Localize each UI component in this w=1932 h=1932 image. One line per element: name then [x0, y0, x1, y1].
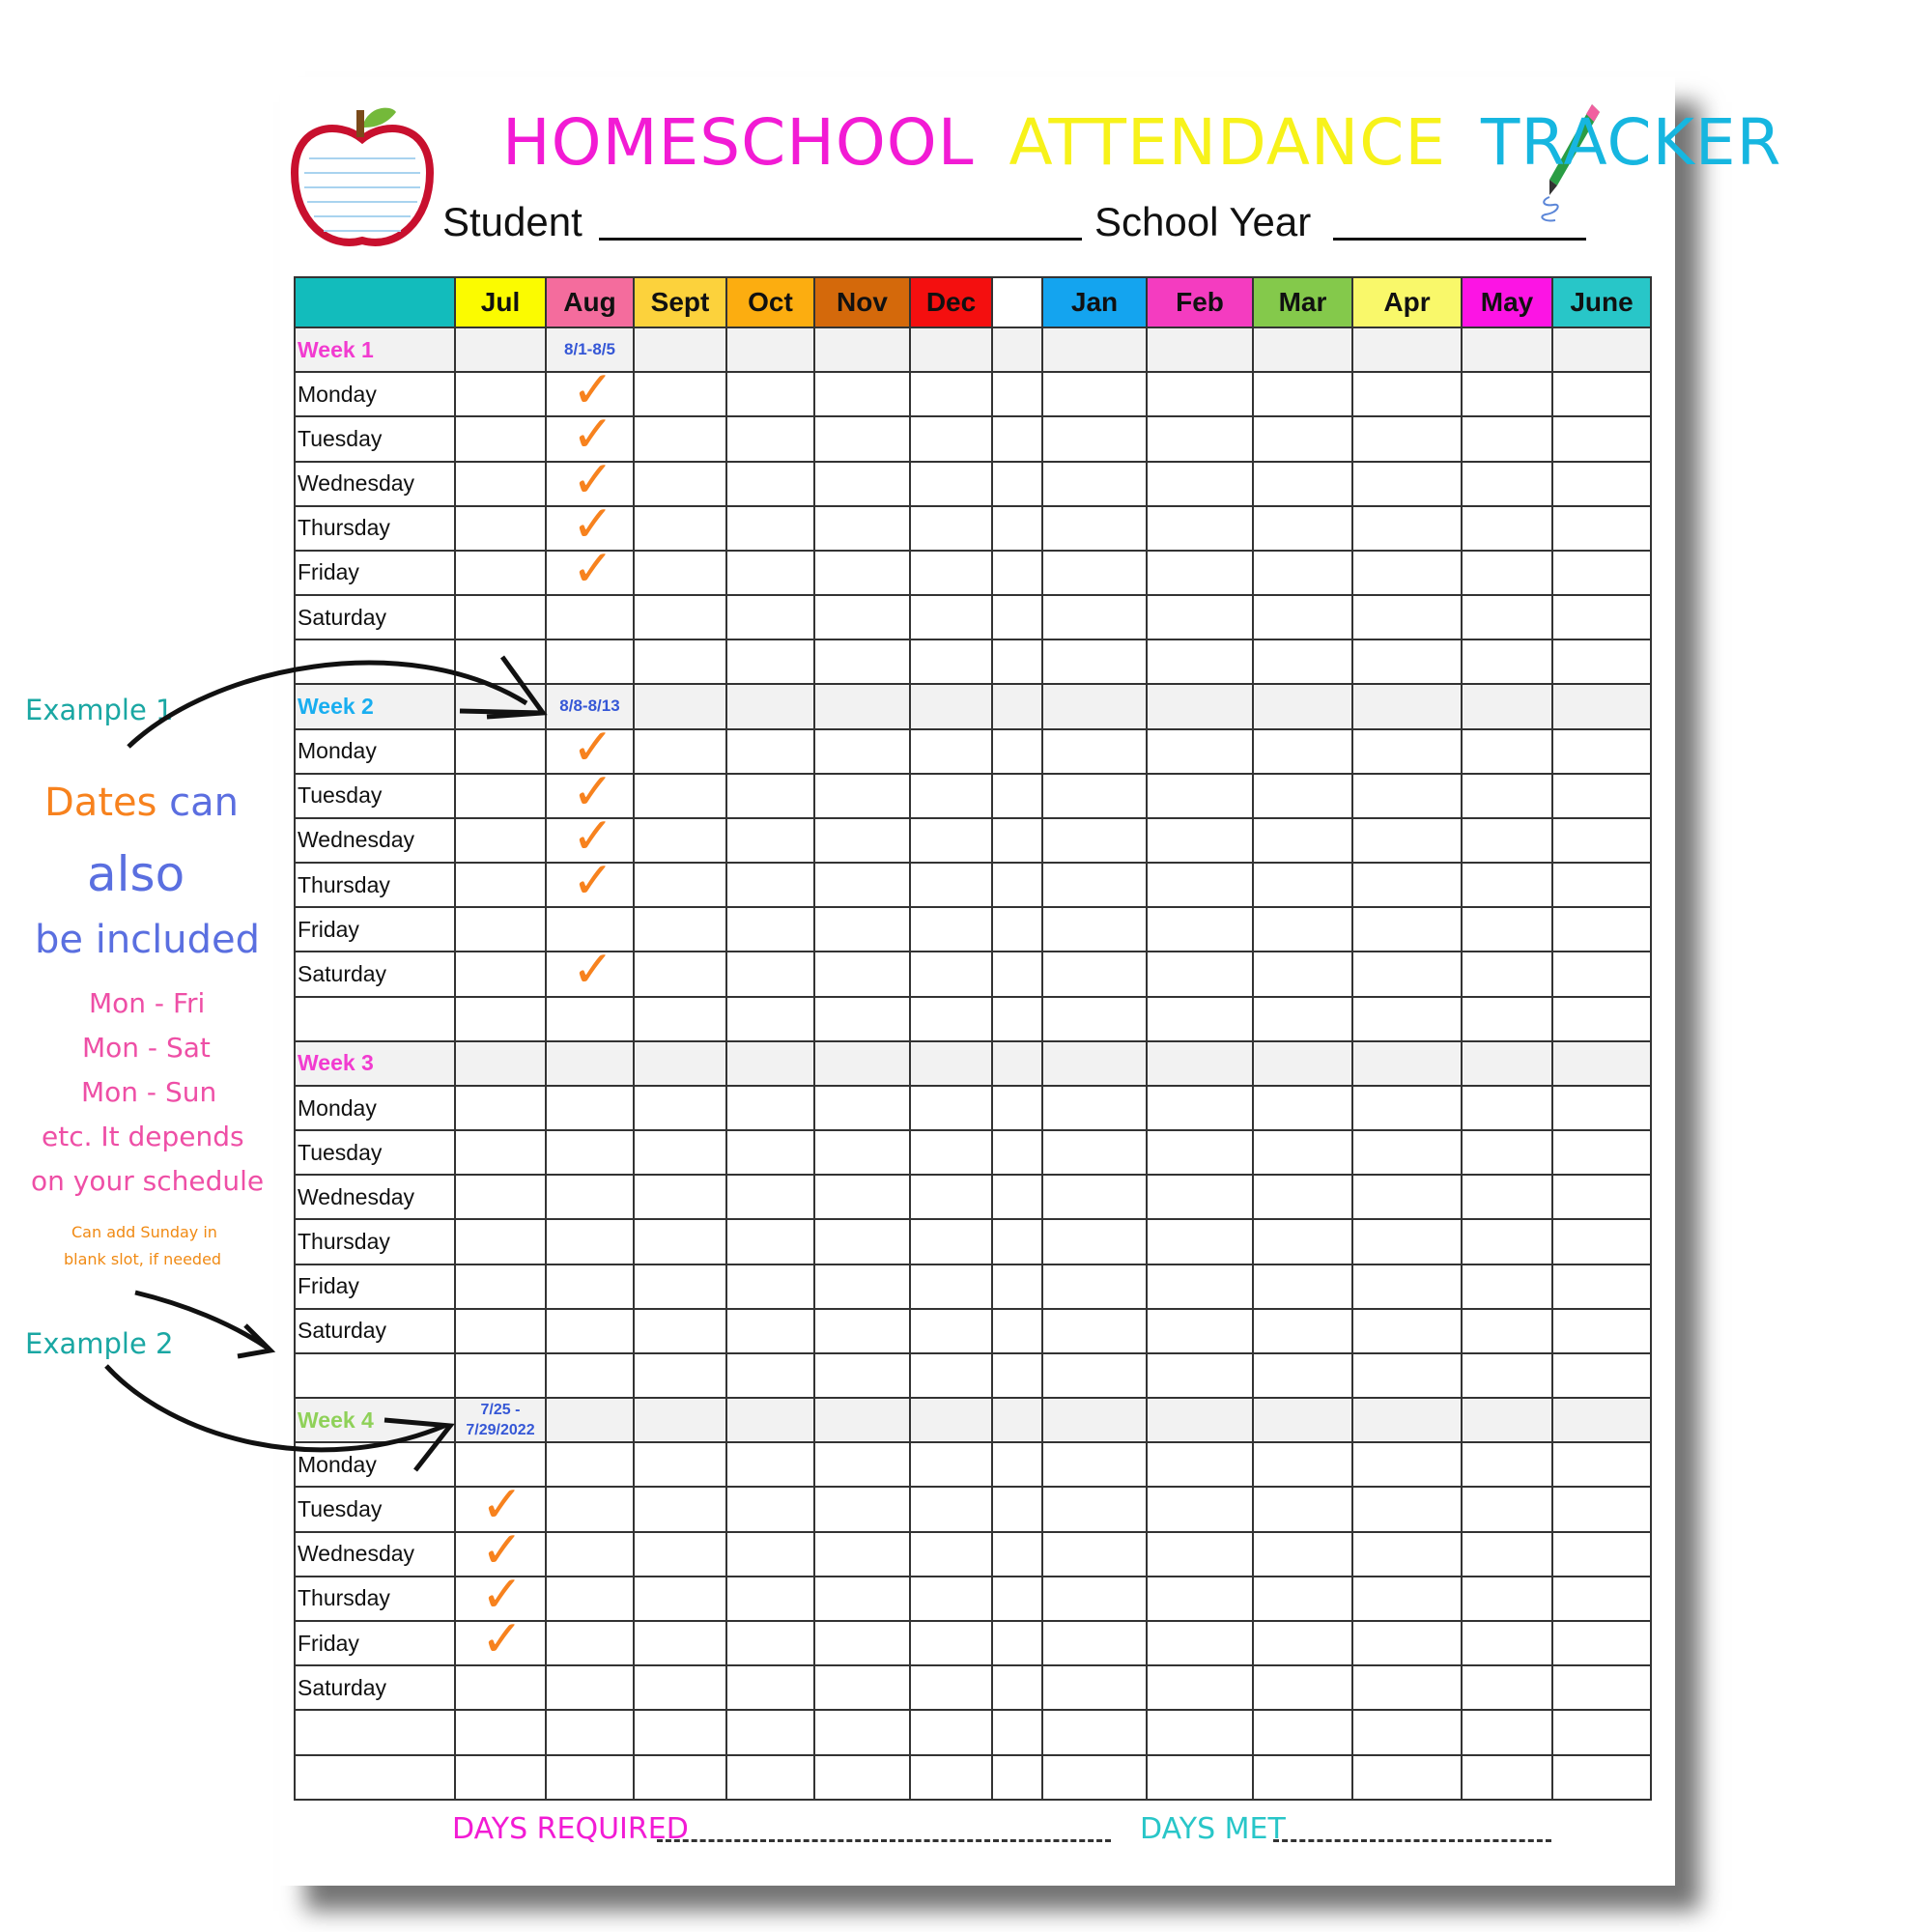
check-mark-icon: ✓ — [481, 1609, 524, 1668]
check-mark-icon: ✓ — [481, 1476, 524, 1535]
check-mark-icon: ✓ — [572, 539, 614, 598]
day-label-text: Saturday — [298, 1674, 387, 1700]
annotation-sunday-1: Can add Sunday in — [71, 1223, 217, 1241]
day-label-text: Saturday — [298, 604, 387, 630]
week-label-text: Week 4 — [298, 1406, 374, 1433]
day-label-text: Thursday — [298, 515, 390, 541]
annotation-mon-sat: Mon - Sat — [82, 1032, 211, 1064]
check-mark-icon: ✓ — [572, 450, 614, 509]
arrow-example-2 — [106, 1366, 444, 1450]
month-header-jul: Jul — [455, 277, 546, 327]
annotation-be-included: be included — [35, 918, 261, 962]
check-mark-icon: ✓ — [572, 762, 614, 821]
arrow-sunday — [135, 1293, 269, 1349]
day-label-text: Tuesday — [298, 1496, 383, 1522]
day-label-text: Saturday — [298, 960, 387, 986]
day-label-text: Monday — [298, 1094, 377, 1121]
day-label-text: Wednesday — [298, 1541, 415, 1567]
day-label-text: Monday — [298, 738, 377, 764]
month-header-feb: Feb — [1147, 277, 1253, 327]
month-header-dec: Dec — [910, 277, 992, 327]
title-part-3: TRACKER — [1481, 105, 1782, 180]
day-label-text: Wednesday — [298, 827, 415, 853]
day-label-text: Tuesday — [298, 425, 383, 451]
week-label-text: Week 3 — [298, 1050, 374, 1076]
check-mark-icon: ✓ — [572, 361, 614, 420]
month-header-aug: Aug — [546, 277, 634, 327]
title-part-2: ATTENDANCE — [1009, 105, 1447, 180]
week-label-text: Week 2 — [298, 693, 374, 719]
example-1-label: Example 1 — [25, 694, 174, 726]
month-header-apr: Apr — [1352, 277, 1462, 327]
month-header-jan: Jan — [1042, 277, 1147, 327]
school-year-label: School Year — [1094, 199, 1312, 244]
check-mark-icon: ✓ — [481, 1565, 524, 1624]
check-mark-icon: ✓ — [572, 807, 614, 866]
check-mark-icon: ✓ — [572, 941, 614, 1000]
day-label-text: Wednesday — [298, 470, 415, 497]
title-part-1: HOMESCHOOL — [502, 105, 975, 180]
example-2-label: Example 2 — [25, 1327, 174, 1360]
annotation-also: also — [87, 846, 185, 902]
arrow-example-1 — [128, 663, 526, 747]
month-header-oct: Oct — [726, 277, 814, 327]
month-header-june: June — [1552, 277, 1651, 327]
days-required-blank[interactable] — [657, 1839, 1111, 1842]
day-label-text: Thursday — [298, 1585, 390, 1611]
check-mark-icon: ✓ — [481, 1520, 524, 1579]
annotation-schedule: on your schedule — [31, 1165, 265, 1197]
month-header-nov: Nov — [814, 277, 910, 327]
day-label-text: Saturday — [298, 1318, 387, 1344]
days-met-blank[interactable] — [1273, 1839, 1551, 1842]
day-label-text: Friday — [298, 1273, 359, 1299]
day-label-text: Wednesday — [298, 1183, 415, 1209]
day-label-text: Friday — [298, 916, 359, 942]
day-label-text: Thursday — [298, 871, 390, 897]
day-label-text: Tuesday — [298, 1139, 383, 1165]
day-label-text: Tuesday — [298, 782, 383, 809]
check-mark-icon: ✓ — [572, 495, 614, 554]
annotation-sunday-2: blank slot, if needed — [64, 1250, 222, 1268]
annotation-etc: etc. It depends — [42, 1121, 244, 1152]
day-label-text: Thursday — [298, 1229, 390, 1255]
check-mark-icon: ✓ — [572, 718, 614, 777]
month-header-mar: Mar — [1253, 277, 1352, 327]
day-label-text: Friday — [298, 1630, 359, 1656]
month-header-may: May — [1462, 277, 1552, 327]
day-label-text: Monday — [298, 381, 377, 407]
annotation-can-word: can — [169, 781, 240, 825]
days-required-label: DAYS REQUIRED — [452, 1812, 689, 1846]
annotation-mon-fri: Mon - Fri — [89, 987, 206, 1019]
week-date-range: 8/1-8/5 — [564, 340, 615, 359]
annotation-mon-sun: Mon - Sun — [81, 1076, 217, 1108]
week-label-text: Week 1 — [298, 336, 374, 362]
day-label-text: Friday — [298, 559, 359, 585]
check-mark-icon: ✓ — [572, 852, 614, 911]
check-mark-icon: ✓ — [572, 406, 614, 465]
week-date-range: 7/25 - 7/29/2022 — [466, 1402, 535, 1439]
week-date-range: 8/8-8/13 — [559, 696, 620, 716]
day-label-text: Monday — [298, 1451, 377, 1477]
annotation-dates-word: Dates — [44, 781, 157, 825]
days-met-label: DAYS MET — [1140, 1812, 1286, 1846]
student-label: Student — [442, 199, 582, 244]
month-header-sept: Sept — [634, 277, 726, 327]
